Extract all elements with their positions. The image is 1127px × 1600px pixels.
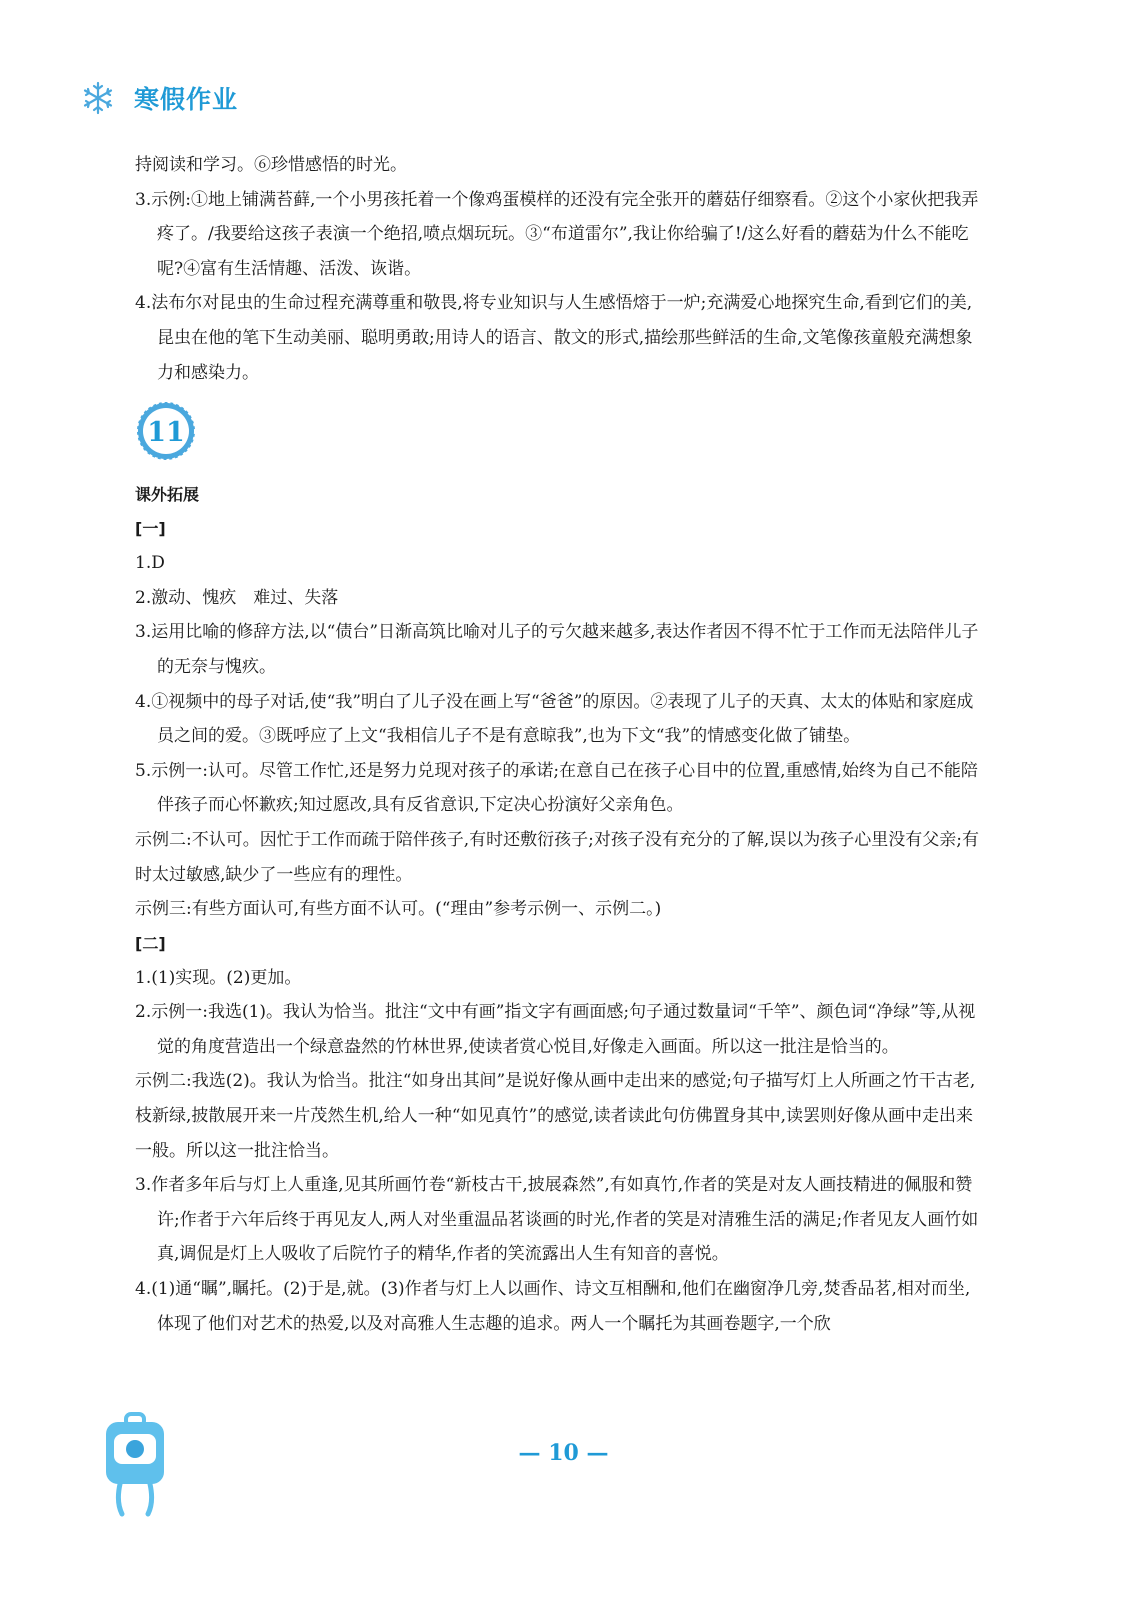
page-footer [0,1440,1127,1466]
page-header [80,78,238,118]
section-title: 课外拓展 [135,485,200,505]
answer-item: 1.D [135,553,165,574]
answer-item: 3.作者多年后与灯上人重逢,见其所画竹卷“新枝古干,披展森然”,有如真竹,作者的笑是对友人画技精进的佩服和赞许;作者于六年后终于再见友人,两人对坐重温品茗谈画的时光,作者的笑是对清雅生活的满足;作者见友人画竹如真,调侃是灯上人吸收了后院竹子的精华,作者的笑流露出人生有知音的喜悦。 [135,1175,979,1265]
answer-item: 4.(1)通“瞩”,瞩托。(2)于是,就。(3)作者与灯上人以画作、诗文互相酬和,他们在幽窗净几旁,焚香品茗,相对而坐,体现了他们对艺术的热爱,以及对高雅人生志趣的追求。两人一个瞩托为其画卷题字,一个欣 [135,1279,971,1334]
answer-subitem: 示例三:有些方面认可,有些方面不认可。(“理由”参考示例一、示例二。) [135,899,662,920]
page-number: — 10 — [518,1440,609,1466]
snowflake-icon [80,80,116,116]
text-line: 持阅读和学习。⑥珍惜感悟的时光。 [135,155,407,175]
answer-content [135,148,985,1341]
answer-item: 4.法布尔对昆虫的生命过程充满尊重和敬畏,将专业知识与人生感悟熔于一炉;充满爱心地探究生命,看到它们的美,昆虫在他的笔下生动美丽、聪明勇敢;用诗人的语言、散文的形式,描绘那些鲜活的生命,文笔像孩童般充满想象力和感染力。 [135,293,973,383]
answer-subitem: 示例二:不认可。因忙于工作而疏于陪伴孩子,有时还敷衍孩子;对孩子没有充分的了解,误以为孩子心里没有父亲;有时太过敏感,缺少了一些应有的理性。 [135,829,979,885]
part-label: [二] [135,933,166,953]
lesson-number-badge [135,400,197,462]
answer-item: 2.激动、愧疚 难过、失落 [135,587,339,608]
part-label: [一] [135,519,166,539]
header-title: 寒假作业 [134,85,239,114]
answer-item: 4.①视频中的母子对话,使“我”明白了儿子没在画上写“爸爸”的原因。②表现了儿子的天真、太太的体贴和家庭成员之间的爱。③既呼应了上文“我相信儿子不是有意晾我”,也为下文“我”的情感变化做了铺垫。 [135,691,974,747]
answer-item: 1.(1)实现。(2)更加。 [135,967,302,988]
answer-subitem: 示例二:我选(2)。我认为恰当。批注“如身出其间”是说好像从画中走出来的感觉;句子描写灯上人所画之竹干古老,枝新绿,披散展开来一片茂然生机,给人一种“如见真竹”的感觉,读者读此句仿佛置身其中,读罢则好像从画中走出来一般。所以这一批注恰当。 [135,1071,976,1161]
answer-item: 3.示例:①地上铺满苔藓,一个小男孩托着一个像鸡蛋模样的还没有完全张开的蘑菇仔细察看。②这个小家伙把我弄疼了。/我要给这孩子表演一个绝招,喷点烟玩玩。③“布道雷尔”,我让你给骗了!/这么好看的蘑菇为什么不能吃呢?④富有生活情趣、活泼、诙谐。 [135,189,979,279]
answer-item: 3.运用比喻的修辞方法,以“债台”日渐高筑比喻对儿子的亏欠越来越多,表达作者因不得不忙于工作而无法陪伴儿子的无奈与愧疚。 [135,622,979,677]
answer-item: 5.示例一:认可。尽管工作忙,还是努力兑现对孩子的承诺;在意自己在孩子心目中的位置,重感情,始终为自己不能陪伴孩子而心怀歉疚;知过愿改,具有反省意识,下定决心扮演好父亲角色。 [135,760,978,816]
answer-item: 2.示例一:我选(1)。我认为恰当。批注“文中有画”指文字有画面感;句子通过数量词“千竿”、颜色词“净绿”等,从视觉的角度营造出一个绿意盎然的竹林世界,使读者赏心悦目,好像走入画面。所以这一批注是恰当的。 [135,1002,976,1057]
badge-number: 11 [147,417,185,449]
